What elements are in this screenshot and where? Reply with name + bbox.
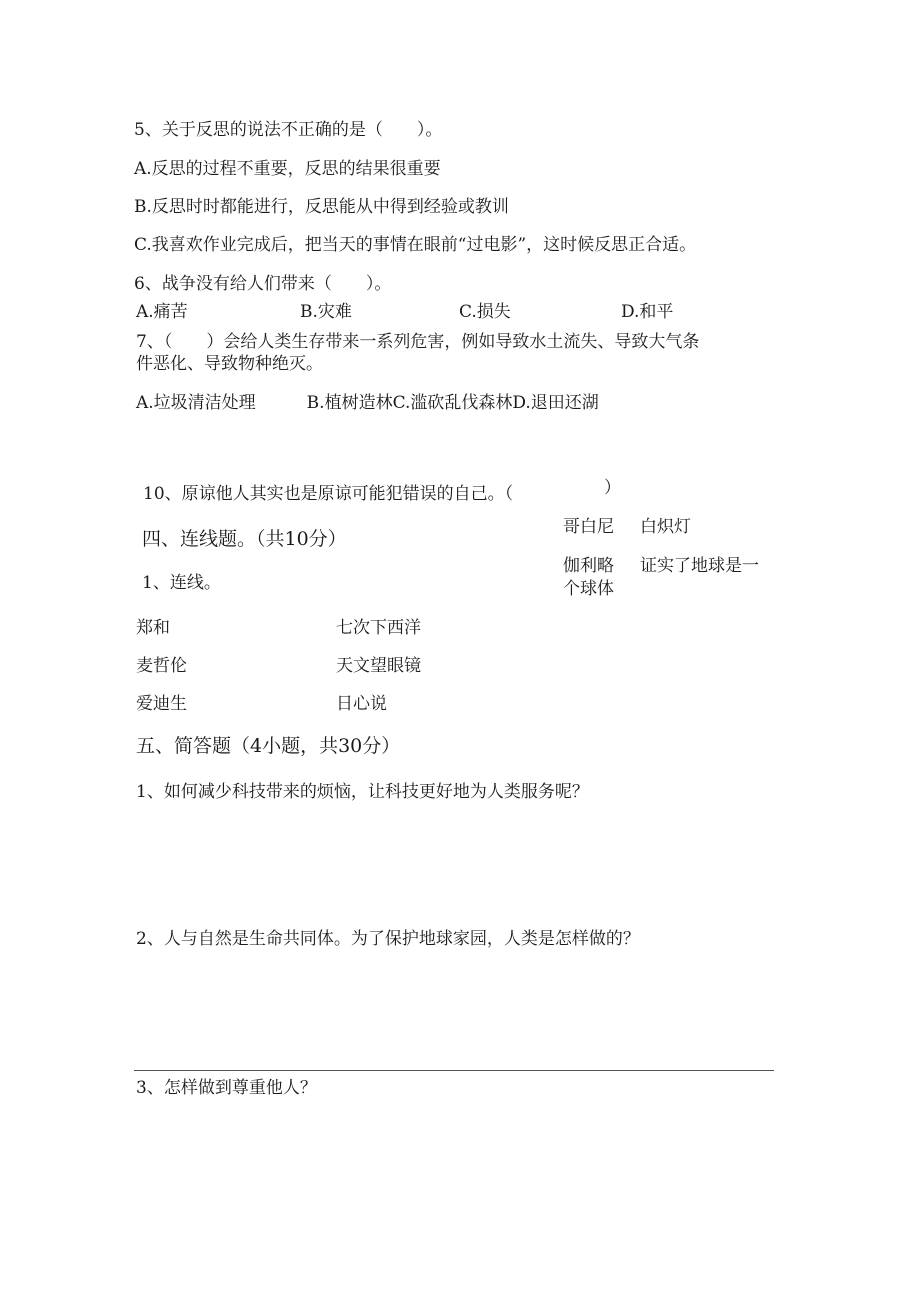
match-left-2: 麦哲伦 bbox=[136, 656, 187, 676]
q6-option-d: D.和平 bbox=[621, 302, 674, 322]
section5-q3: 3、怎样做到尊重他人？ bbox=[136, 1078, 317, 1098]
q6-stem: 6、战争没有给人们带来（ ）。 bbox=[134, 274, 392, 294]
divider-line bbox=[134, 1070, 774, 1071]
match-top-right-2-cont: 个球体 bbox=[563, 579, 614, 599]
match-right-3: 日心说 bbox=[336, 694, 387, 714]
q7-stem-line1: 7、（ ）会给人类生存带来一系列危害，例如导致水土流失、导致大气条 bbox=[136, 332, 700, 352]
match-left-1: 郑和 bbox=[136, 618, 170, 638]
match-top-right-2: 证实了地球是一 bbox=[640, 556, 759, 576]
match-right-1: 七次下西洋 bbox=[336, 618, 421, 638]
q5-option-c: C.我喜欢作业完成后，把当天的事情在眼前“过电影”，这时候反思正合适。 bbox=[134, 235, 697, 255]
section4-title: 四、连线题。（共10分） bbox=[142, 528, 347, 550]
q6-option-a: A.痛苦 bbox=[136, 302, 188, 322]
match-top-left-1: 哥白尼 bbox=[563, 517, 614, 537]
section5-title: 五、简答题（4小题，共30分） bbox=[136, 735, 401, 757]
q10-close-paren: ） bbox=[604, 478, 621, 498]
q5-stem: 5、关于反思的说法不正确的是（ ）。 bbox=[134, 120, 443, 140]
section5-q1: 1、如何减少科技带来的烦恼，让科技更好地为人类服务呢？ bbox=[136, 782, 589, 802]
q5-option-a: A.反思的过程不重要，反思的结果很重要 bbox=[134, 159, 441, 179]
q7-options: A.垃圾清洁处理 B.植树造林C.滥砍乱伐森林D.退田还湖 bbox=[136, 393, 599, 413]
q6-option-c: C.损失 bbox=[459, 302, 511, 322]
section5-q2: 2、人与自然是生命共同体。为了保护地球家园，人类是怎样做的？ bbox=[136, 929, 640, 949]
match-right-2: 天文望眼镜 bbox=[336, 656, 421, 676]
q5-option-b: B.反思时时都能进行，反思能从中得到经验或教训 bbox=[134, 197, 509, 217]
q10-stem: 10、原谅他人其实也是原谅可能犯错误的自己。（ bbox=[143, 484, 514, 504]
match-top-right-1: 白炽灯 bbox=[640, 517, 691, 537]
match-top-left-2: 伽利略 bbox=[563, 556, 614, 576]
q6-option-b: B.灾难 bbox=[300, 302, 352, 322]
match-left-3: 爱迪生 bbox=[136, 694, 187, 714]
section4-subtitle: 1、连线。 bbox=[142, 573, 221, 593]
q7-stem-line2: 件恶化、导致物种绝灭。 bbox=[136, 354, 323, 374]
